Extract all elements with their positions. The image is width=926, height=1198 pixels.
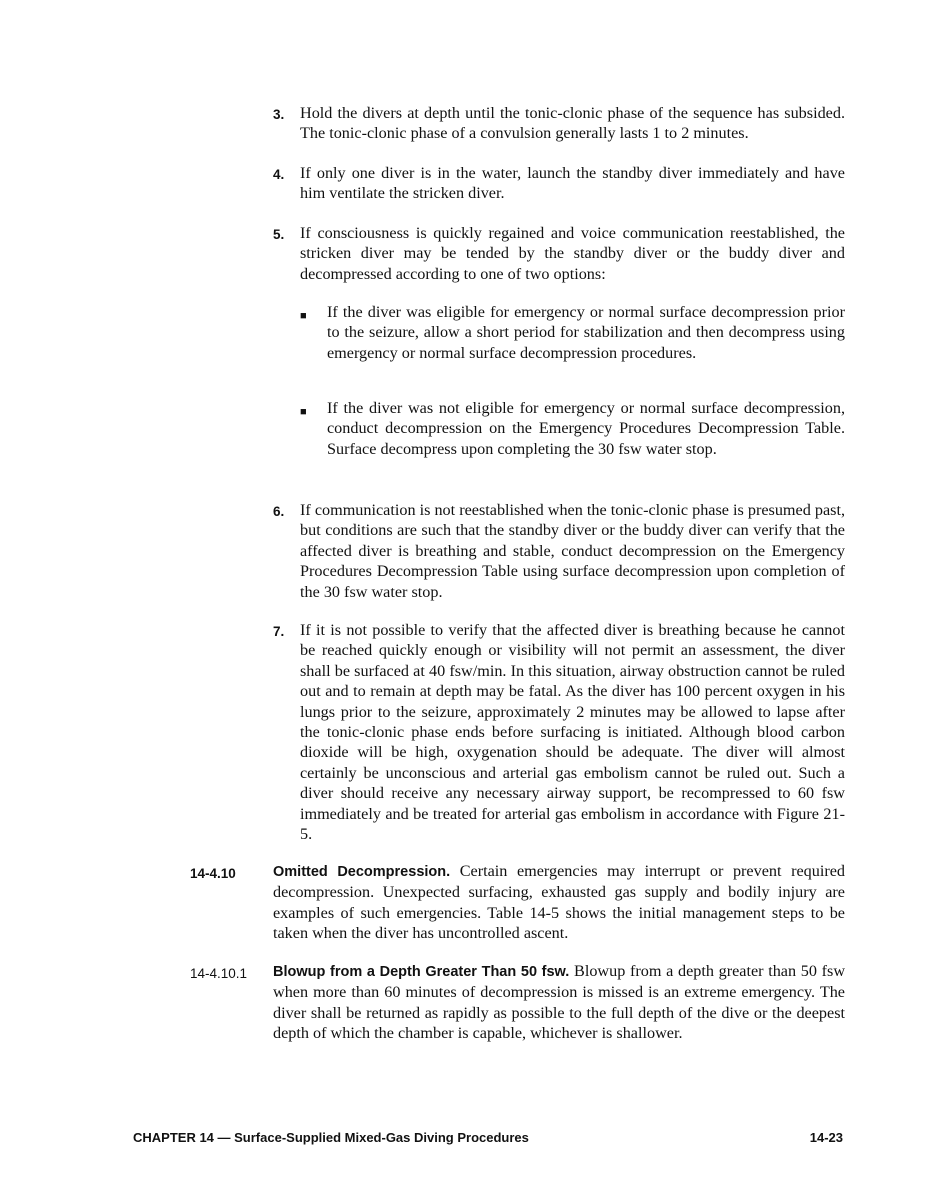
footer-chapter: CHAPTER 14 — Surface-Supplied Mixed-Gas Diving Procedures — [133, 1130, 529, 1145]
section-heading: Blowup from a Depth Greater Than 50 fsw. — [273, 964, 570, 980]
list-item-text: If communication is not reestablished when the tonic-clonic phase is presumed past, but conditions are such that the standby diver or the buddy diver can verify that the affected diver is breathing and stable, conduct decompression on the Emergency Procedures Decompression Table using surface decompression upon completion of the 30 fsw water stop. — [300, 501, 845, 601]
item-number: 7. — [273, 624, 285, 639]
bullet-text: If the diver was not eligible for emergency or normal surface decompression, conduct decompression on the Emergency Procedures Decompression Table. Surface decompress upon completing the 30 fsw water stop. — [327, 399, 845, 458]
section-number: 14-4.10.1 — [190, 966, 248, 981]
section-text: Certain emergencies may interrupt or prevent required decompression. Unexpected surfacing, exhausted gas supply and bodily injury are examples of such emergencies. Table 14-5 shows the initial management steps to be taken when the diver has uncontrolled ascent. — [273, 862, 845, 943]
list-item-text: If consciousness is quickly regained and voice communication reestablished, the stricken diver may be tended by the standby diver or the buddy diver and decompressed according to one of two options: — [300, 224, 845, 283]
section-text: Blowup from a depth greater than 50 fsw when more than 60 minutes of decompression is missed is an extreme emergency. The diver shall be returned as rapidly as possible to the full depth of the dive or the deepest depth of which the chamber is capable, whichever is shallower. — [273, 962, 846, 1043]
bullet-icon: ■ — [300, 310, 307, 322]
section-heading: Omitted Decompression. — [273, 864, 451, 880]
list-item-text: If it is not possible to verify that the affected diver is breathing because he cannot be reached quickly enough or visibility will not permit an assessment, the diver shall be surfaced at 40 fsw/min. In this situation, airway obstruction cannot be ruled out and to remain at depth may be fatal. As the diver has 100 percent oxygen in his lungs prior to the seizure, approximately 2 minutes may be allowed to lapse after the tonic-clonic phase ends before surfacing is initiated. Although blood carbon dioxide will be high, oxygenation should be adequate. The diver will almost certainly be unconscious and arterial gas embolism cannot be ruled out. Such a diver should receive any necessary airway support, be recompressed to 60 fsw immediately and be treated for arterial gas embolism in accordance with Figure 21-5. — [300, 621, 845, 844]
item-number: 3. — [273, 107, 285, 122]
item-number: 4. — [273, 167, 285, 182]
bullet-icon: ■ — [300, 406, 307, 418]
section-paragraph — [273, 961, 845, 1044]
footer-page-number: 14-23 — [809, 1130, 843, 1145]
bullet-text: If the diver was eligible for emergency or normal surface decompression prior to the seizure, allow a short period for stabilization and then decompress using emergency or normal surface decompression procedures. — [327, 303, 845, 362]
item-number: 6. — [273, 504, 285, 519]
section-number: 14-4.10 — [190, 866, 236, 881]
list-item-text: If only one diver is in the water, launch the standby diver immediately and have him ventilate the stricken diver. — [300, 164, 845, 203]
item-number: 5. — [273, 227, 285, 242]
list-item-text: Hold the divers at depth until the tonic-clonic phase of the sequence has subsided. The tonic-clonic phase of a convulsion generally lasts 1 to 2 minutes. — [300, 104, 845, 143]
section-paragraph — [273, 861, 845, 944]
